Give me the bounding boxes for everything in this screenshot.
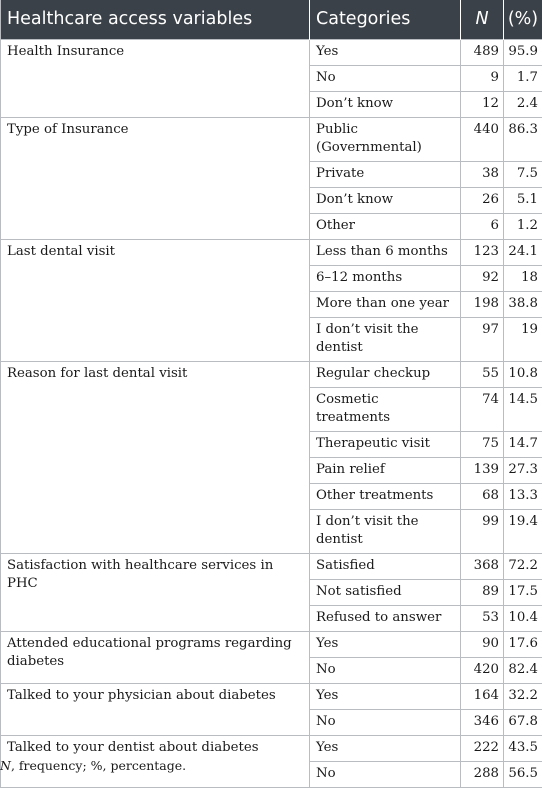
n-cell: 198	[461, 291, 504, 317]
variable-cell: Type of Insurance	[1, 117, 310, 239]
n-cell: 6	[461, 213, 504, 239]
category-cell: I don’t visit the dentist	[310, 509, 461, 553]
variable-cell: Attended educational programs regarding diabetes	[1, 631, 310, 683]
percent-cell: 5.1	[504, 187, 542, 213]
variable-cell: Reason for last dental visit	[1, 361, 310, 553]
percent-cell: 43.5	[504, 735, 542, 761]
category-cell: Don’t know	[310, 91, 461, 117]
variable-cell: Last dental visit	[1, 239, 310, 361]
category-cell: Less than 6 months	[310, 239, 461, 265]
category-cell: More than one year	[310, 291, 461, 317]
percent-cell: 10.4	[504, 605, 542, 631]
header-categories: Categories	[310, 0, 461, 39]
n-cell: 12	[461, 91, 504, 117]
header-percent: (%)	[504, 0, 542, 39]
n-cell: 420	[461, 657, 504, 683]
n-cell: 74	[461, 387, 504, 431]
table-header-row	[1, 0, 542, 39]
percent-cell: 14.7	[504, 431, 542, 457]
percent-cell: 95.9	[504, 39, 542, 65]
percent-cell: 1.7	[504, 65, 542, 91]
table-row	[1, 39, 542, 65]
n-cell: 90	[461, 631, 504, 657]
category-cell: Yes	[310, 39, 461, 65]
percent-cell: 27.3	[504, 457, 542, 483]
percent-cell: 18	[504, 265, 542, 291]
percent-cell: 2.4	[504, 91, 542, 117]
table-row	[1, 239, 542, 265]
category-cell: I don’t visit the dentist	[310, 317, 461, 361]
n-cell: 164	[461, 683, 504, 709]
percent-cell: 38.8	[504, 291, 542, 317]
n-cell: 440	[461, 117, 504, 161]
percent-cell: 13.3	[504, 483, 542, 509]
percent-cell: 19.4	[504, 509, 542, 553]
table-row	[1, 553, 542, 579]
n-cell: 368	[461, 553, 504, 579]
category-cell: Therapeutic visit	[310, 431, 461, 457]
percent-cell: 72.2	[504, 553, 542, 579]
category-cell: Not satisfied	[310, 579, 461, 605]
category-cell: No	[310, 709, 461, 735]
category-cell: Satisfied	[310, 553, 461, 579]
table-row	[1, 117, 542, 161]
table-row	[1, 631, 542, 657]
percent-cell: 86.3	[504, 117, 542, 161]
category-cell: Cosmetic treatments	[310, 387, 461, 431]
category-cell: Other	[310, 213, 461, 239]
n-cell: 123	[461, 239, 504, 265]
n-cell: 26	[461, 187, 504, 213]
percent-cell: 67.8	[504, 709, 542, 735]
percent-cell: 17.6	[504, 631, 542, 657]
percent-cell: 17.5	[504, 579, 542, 605]
footnote-text: , frequency; %, percentage.	[11, 758, 186, 773]
n-cell: 75	[461, 431, 504, 457]
category-cell: No	[310, 65, 461, 91]
header-variables: Healthcare access variables	[1, 0, 310, 39]
category-cell: Public (Governmental)	[310, 117, 461, 161]
percent-cell: 1.2	[504, 213, 542, 239]
variable-cell: Talked to your physician about diabetes	[1, 683, 310, 735]
n-cell: 38	[461, 161, 504, 187]
n-cell: 68	[461, 483, 504, 509]
n-cell: 92	[461, 265, 504, 291]
n-cell: 222	[461, 735, 504, 761]
category-cell: Regular checkup	[310, 361, 461, 387]
n-cell: 139	[461, 457, 504, 483]
n-cell: 53	[461, 605, 504, 631]
n-cell: 489	[461, 39, 504, 65]
category-cell: Refused to answer	[310, 605, 461, 631]
variable-cell: Talked to your dentist about diabetes	[1, 735, 310, 787]
n-cell: 346	[461, 709, 504, 735]
percent-cell: 10.8	[504, 361, 542, 387]
n-cell: 89	[461, 579, 504, 605]
category-cell: Yes	[310, 735, 461, 761]
percent-cell: 19	[504, 317, 542, 361]
table-row	[1, 683, 542, 709]
category-cell: Private	[310, 161, 461, 187]
percent-cell: 14.5	[504, 387, 542, 431]
n-cell: 97	[461, 317, 504, 361]
n-cell: 288	[461, 761, 504, 787]
category-cell: Other treatments	[310, 483, 461, 509]
category-cell: No	[310, 761, 461, 787]
percent-cell: 56.5	[504, 761, 542, 787]
header-n: N	[461, 0, 504, 39]
footnote-n-symbol: N	[0, 758, 11, 773]
n-cell: 55	[461, 361, 504, 387]
percent-cell: 24.1	[504, 239, 542, 265]
percent-cell: 7.5	[504, 161, 542, 187]
variable-cell: Satisfaction with healthcare services in PHC	[1, 553, 310, 631]
category-cell: No	[310, 657, 461, 683]
category-cell: 6–12 months	[310, 265, 461, 291]
category-cell: Pain relief	[310, 457, 461, 483]
n-cell: 99	[461, 509, 504, 553]
variable-cell: Health Insurance	[1, 39, 310, 117]
category-cell: Don’t know	[310, 187, 461, 213]
category-cell: Yes	[310, 631, 461, 657]
category-cell: Yes	[310, 683, 461, 709]
percent-cell: 82.4	[504, 657, 542, 683]
percent-cell: 32.2	[504, 683, 542, 709]
table-footnote	[0, 758, 186, 773]
table-row	[1, 361, 542, 387]
n-cell: 9	[461, 65, 504, 91]
